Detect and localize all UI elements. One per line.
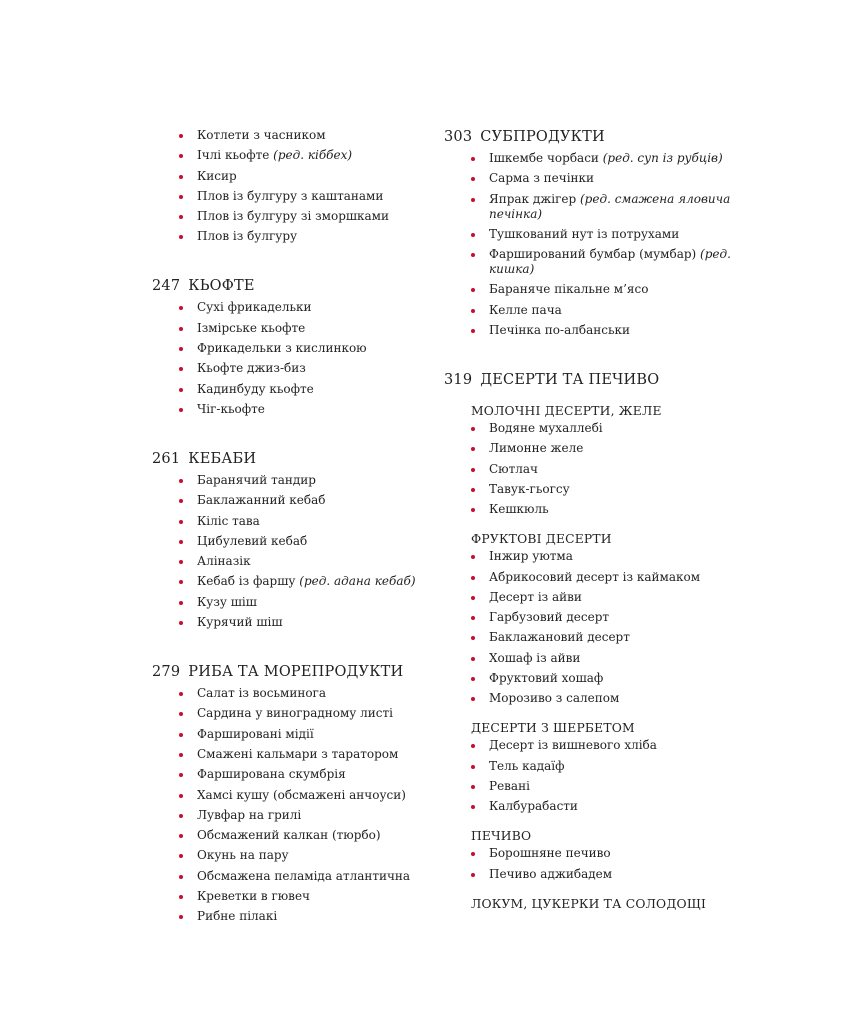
list-item: Фаршировані мідії [179, 727, 432, 742]
list-item: Печінка по-албанськи [471, 323, 744, 338]
list-item: Борошняне печиво [471, 846, 744, 861]
list-item: Сухі фрикадельки [179, 300, 432, 315]
list-item: Печиво аджибадем [471, 867, 744, 882]
item-list [444, 151, 744, 338]
list-item: Ічлі кьофте (ред. кіббех) [179, 148, 432, 163]
list-item: Окунь на пару [179, 848, 432, 863]
section-offal [444, 128, 744, 338]
subsection-heading: ПЕЧИВО [471, 829, 532, 844]
list-item: Абрикосовий десерт із каймаком [471, 570, 744, 585]
list-item: Сютлач [471, 462, 744, 477]
item-list [444, 421, 744, 517]
list-item: Аліназік [179, 554, 432, 569]
list-item: Інжир уютма [471, 549, 744, 564]
list-item: Келле пача [471, 303, 744, 318]
section-desserts [444, 371, 744, 911]
section-heading: 247 КЬОФТЕ [152, 278, 255, 295]
list-item: Хамсі кушу (обсмажені анчоуси) [179, 788, 432, 803]
list-item: Кадинбуду кьофте [179, 382, 432, 397]
section-heading: 303 СУБПРОДУКТИ [444, 129, 605, 145]
list-item: Ішкембе чорбаси (ред. суп із рубців) [471, 151, 744, 166]
list-item: Обсмажений калкан (тюрбо) [179, 828, 432, 843]
list-item: Рибне пілакі [179, 909, 432, 924]
continued-section [152, 128, 432, 244]
list-item: Лимонне желе [471, 441, 744, 456]
list-item: Плов із булгуру зі зморшками [179, 209, 432, 224]
list-item: Смажені кальмари з таратором [179, 747, 432, 762]
list-item: Ізмірське кьофте [179, 321, 432, 336]
item-list [444, 549, 744, 706]
list-item: Гарбузовий десерт [471, 610, 744, 625]
list-item: Плов із булгуру з каштанами [179, 189, 432, 204]
list-item: Плов із булгуру [179, 229, 432, 244]
subsection-heading: ЛОКУМ, ЦУКЕРКИ ТА СОЛОДОЩІ [471, 896, 707, 911]
list-item: Фруктовий хошаф [471, 671, 744, 686]
section-heading: 279 РИБА ТА МОРЕПРОДУКТИ [152, 664, 404, 681]
list-item: Тавук-гьогсу [471, 482, 744, 497]
list-item: Кьофте джиз-биз [179, 361, 432, 376]
list-item: Десерт із вишневого хліба [471, 738, 744, 753]
list-item: Фарширована скумбрія [179, 767, 432, 782]
item-list [152, 128, 432, 244]
list-item: Кисир [179, 169, 432, 184]
list-item: Баклажанний кебаб [179, 493, 432, 508]
list-item: Кешкюль [471, 502, 744, 517]
list-item: Фарширований бумбар (мумбар) (ред. кишка) [471, 247, 744, 277]
list-item: Баклажановий десерт [471, 630, 744, 645]
list-item: Кузу шіш [179, 595, 432, 610]
list-item: Цибулевий кебаб [179, 534, 432, 549]
left-column [152, 128, 432, 930]
list-item: Баранячий тандир [179, 473, 432, 488]
list-item: Тушкований нут із потрухами [471, 227, 744, 242]
list-item: Хошаф із айви [471, 651, 744, 666]
section-kofte [152, 277, 432, 416]
list-item: Япрак джігер (ред. смажена яловича печінка) [471, 192, 744, 222]
subsection-heading: ДЕСЕРТИ З ШЕРБЕТОМ [471, 721, 635, 736]
list-item: Десерт із айви [471, 590, 744, 605]
list-item: Морозиво з салепом [471, 691, 744, 706]
list-item: Креветки в гювеч [179, 889, 432, 904]
item-list [152, 686, 432, 924]
list-item: Салат із восьминога [179, 686, 432, 701]
list-item: Обсмажена пеламіда атлантична [179, 869, 432, 884]
list-item: Кебаб із фаршу (ред. адана кебаб) [179, 574, 432, 589]
section-kebabs [152, 450, 432, 630]
list-item: Ревані [471, 779, 744, 794]
list-item: Сарма з печінки [471, 171, 744, 186]
list-item: Котлети з часником [179, 128, 432, 143]
list-item: Бараняче пікальне м’ясо [471, 282, 744, 297]
list-item: Курячий шіш [179, 615, 432, 630]
list-item: Чіг-кьофте [179, 402, 432, 417]
section-heading: 261 КЕБАБИ [152, 450, 257, 467]
right-column [444, 128, 744, 914]
list-item: Водяне мухаллебі [471, 421, 744, 436]
section-fish [152, 663, 432, 924]
section-heading: 319 ДЕСЕРТИ ТА ПЕЧИВО [444, 372, 660, 389]
list-item: Сардина у виноградному листі [179, 706, 432, 721]
item-list [152, 473, 432, 630]
list-item: Тель кадаїф [471, 759, 744, 774]
subsection-heading: ФРУКТОВІ ДЕСЕРТИ [471, 532, 612, 547]
list-item: Лувфар на грилі [179, 808, 432, 823]
list-item: Калбурабасти [471, 799, 744, 814]
subsection-heading: МОЛОЧНІ ДЕСЕРТИ, ЖЕЛЕ [471, 404, 662, 419]
list-item: Фрикадельки з кислинкою [179, 341, 432, 356]
list-item: Кіліс тава [179, 514, 432, 529]
item-list [152, 300, 432, 416]
item-list [444, 738, 744, 814]
item-list [444, 846, 744, 881]
